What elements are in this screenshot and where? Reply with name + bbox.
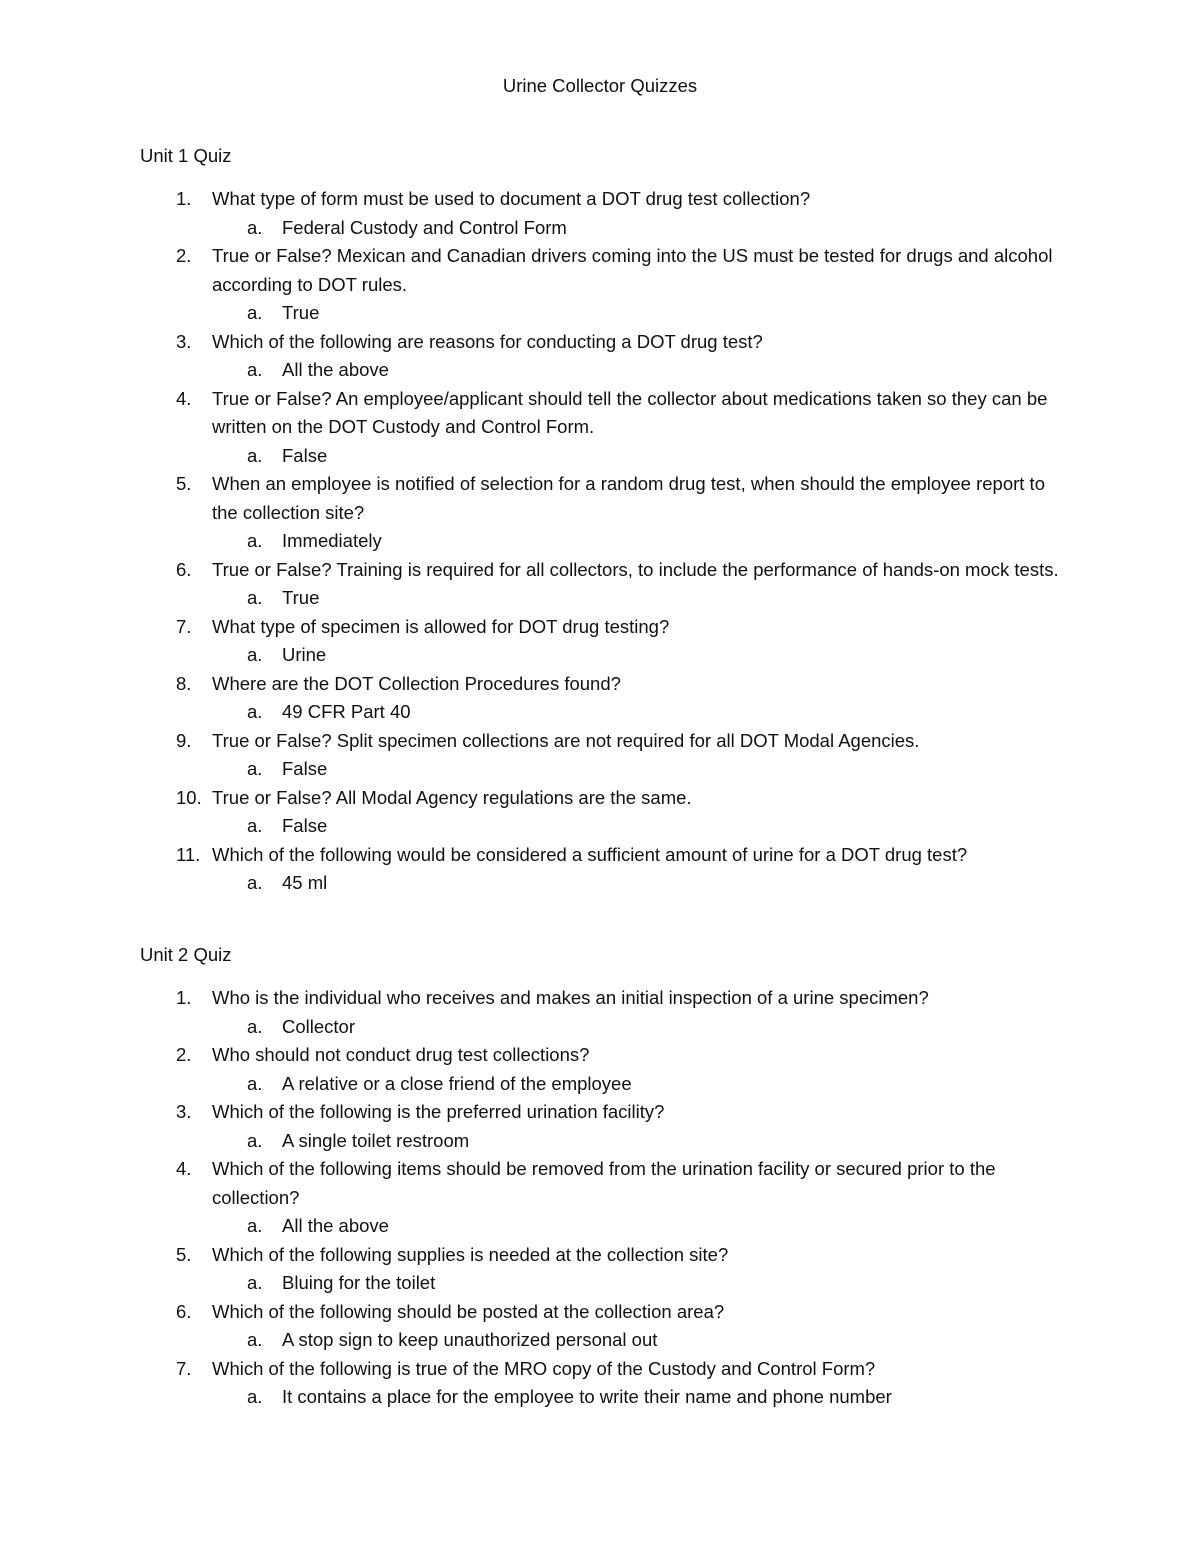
answer-letter: a. [247, 444, 263, 466]
question-item [140, 670, 1060, 699]
question-number: 4. [176, 387, 192, 409]
question-item [140, 1241, 1060, 1270]
question-text: Which of the following should be posted at the collection area? [212, 1300, 725, 1322]
question-number: 3. [176, 330, 192, 352]
answer-letter: a. [247, 302, 263, 323]
question-text: Which of the following supplies is needed at the collection site? [212, 1243, 729, 1265]
unit-1-section [140, 142, 1060, 898]
answer-letter: a. [247, 1272, 263, 1293]
question-text: Who should not conduct drug test collections? [212, 1044, 590, 1065]
answer-letter: a. [247, 1215, 263, 1236]
answer-text: True [282, 587, 320, 608]
answer-text: False [282, 758, 328, 779]
question-number: 7. [176, 615, 192, 637]
question-item [140, 727, 1060, 756]
answer-text: All the above [282, 1215, 389, 1236]
question-text: Which of the following is true of the MRO copy of the Custody and Control Form? [212, 1357, 876, 1379]
question-number: 5. [176, 473, 192, 494]
answer-letter: a. [247, 1129, 263, 1151]
answer-letter: a. [247, 1072, 263, 1094]
answer-item [140, 299, 1060, 328]
question-item [140, 784, 1060, 813]
answer-letter: a. [247, 872, 263, 893]
unit-title: Unit 2 Quiz [140, 944, 232, 965]
answer-text: Immediately [282, 530, 382, 551]
answer-text: A single toilet restroom [282, 1129, 470, 1151]
question-item [140, 385, 1060, 442]
answer-item [140, 1326, 1060, 1355]
question-item [140, 1355, 1060, 1384]
question-number: 4. [176, 1158, 192, 1179]
answer-item [140, 442, 1060, 471]
question-text: Which of the following is the preferred urination facility? [212, 1101, 665, 1122]
question-number: 2. [176, 245, 192, 266]
answer-letter: a. [247, 815, 263, 836]
question-item [140, 1298, 1060, 1327]
answer-item [140, 214, 1060, 243]
question-text: True or False? An employee/applicant should tell the collector about medications taken so they can be written on the DOT Custody and Control Form. [212, 387, 1048, 437]
answer-text: It contains a place for the employee to write their name and phone number [282, 1386, 892, 1407]
question-number: 6. [176, 1300, 192, 1322]
question-number: 9. [176, 729, 192, 751]
question-number: 2. [176, 1044, 192, 1065]
question-item [140, 984, 1060, 1013]
answer-letter: a. [247, 701, 263, 722]
answer-item [140, 356, 1060, 385]
answer-item [140, 1013, 1060, 1042]
answer-item [140, 1383, 1060, 1412]
question-text: Who is the individual who receives and makes an initial inspection of a urine specimen? [212, 987, 929, 1008]
answer-text: False [282, 815, 328, 836]
question-number: 11. [176, 843, 201, 865]
document-title: Urine Collector Quizzes [502, 75, 698, 96]
answer-item [140, 812, 1060, 841]
answer-letter: a. [247, 644, 263, 665]
question-text: True or False? Split specimen collections are not required for all DOT Modal Agencies. [212, 729, 920, 751]
question-text: What type of specimen is allowed for DOT drug testing? [212, 615, 670, 637]
answer-text: Urine [282, 644, 327, 665]
answer-item [140, 1212, 1060, 1241]
answer-item [140, 1269, 1060, 1298]
question-item [140, 470, 1060, 527]
answer-text: Collector [282, 1015, 355, 1037]
question-number: 3. [176, 1101, 192, 1122]
question-text: True or False? Mexican and Canadian drivers coming into the US must be tested for drugs and alcohol according to DOT rules. [212, 245, 1053, 295]
question-item [140, 841, 1060, 870]
answer-letter: a. [247, 1015, 263, 1037]
answer-item [140, 584, 1060, 613]
answer-text: 49 CFR Part 40 [282, 701, 411, 722]
question-text: Where are the DOT Collection Procedures found? [212, 672, 621, 694]
answer-letter: a. [247, 1329, 263, 1350]
answer-text: Federal Custody and Control Form [282, 216, 567, 238]
question-item [140, 1041, 1060, 1070]
answer-item [140, 641, 1060, 670]
question-item [140, 242, 1060, 299]
answer-text: A stop sign to keep unauthorized personal out [282, 1329, 658, 1350]
answer-text: Bluing for the toilet [282, 1272, 436, 1293]
answer-letter: a. [247, 530, 263, 551]
question-text: Which of the following are reasons for conducting a DOT drug test? [212, 330, 763, 352]
question-number: 5. [176, 1243, 192, 1265]
question-item [140, 1098, 1060, 1127]
question-number: 7. [176, 1357, 192, 1379]
question-text: Which of the following would be considered a sufficient amount of urine for a DOT drug test? [212, 843, 968, 865]
answer-item [140, 1070, 1060, 1099]
question-number: 1. [176, 987, 192, 1008]
answer-item [140, 1127, 1060, 1156]
answer-item [140, 869, 1060, 898]
answer-text: False [282, 444, 328, 466]
question-item [140, 185, 1060, 214]
unit-2-section [140, 941, 1060, 1412]
question-item [140, 613, 1060, 642]
answer-item [140, 698, 1060, 727]
unit-title: Unit 1 Quiz [140, 145, 232, 166]
answer-item [140, 755, 1060, 784]
answer-letter: a. [247, 758, 263, 779]
question-number: 8. [176, 672, 192, 694]
question-item [140, 1155, 1060, 1212]
answer-letter: a. [247, 359, 263, 380]
question-item [140, 556, 1060, 585]
question-number: 1. [176, 188, 192, 209]
answer-letter: a. [247, 216, 263, 238]
answer-letter: a. [247, 587, 263, 608]
question-number: 6. [176, 558, 192, 580]
answer-text: 45 ml [282, 872, 328, 893]
question-item [140, 328, 1060, 357]
answer-text: True [282, 302, 320, 323]
answer-item [140, 527, 1060, 556]
question-text: What type of form must be used to document a DOT drug test collection? [212, 188, 811, 209]
question-text: True or False? All Modal Agency regulations are the same. [212, 786, 692, 808]
answer-text: All the above [282, 359, 389, 380]
question-text: True or False? Training is required for all collectors, to include the performance of hands-on mock tests. [212, 558, 1059, 580]
question-number: 10. [176, 786, 202, 808]
question-text: When an employee is notified of selection for a random drug test, when should the employee report to the collection site? [212, 473, 1045, 523]
answer-letter: a. [247, 1386, 263, 1407]
answer-text: A relative or a close friend of the employee [282, 1072, 632, 1094]
question-text: Which of the following items should be removed from the urination facility or secured prior to the collection? [212, 1158, 996, 1208]
